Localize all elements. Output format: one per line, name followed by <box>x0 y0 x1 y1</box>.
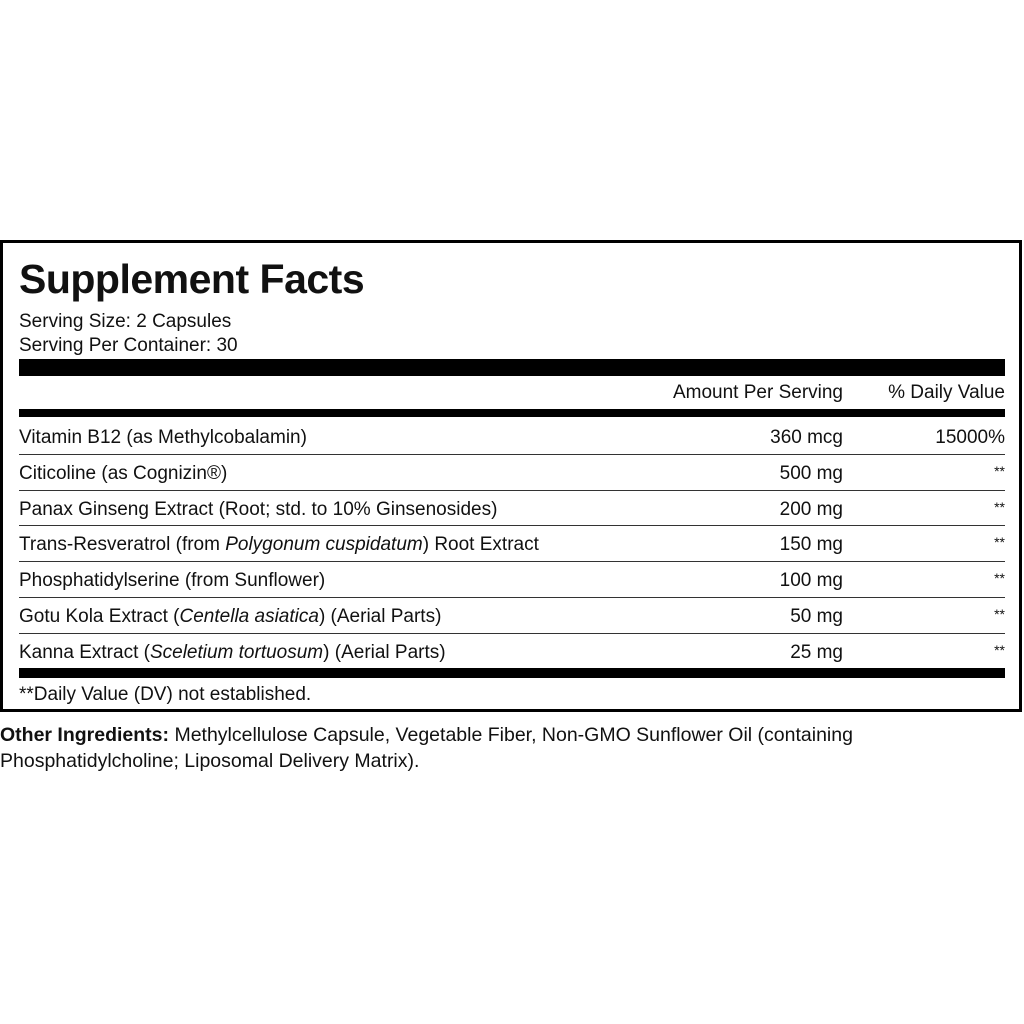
ingredient-amount: 360 mcg <box>770 427 843 448</box>
ingredient-amount: 150 mg <box>779 534 843 556</box>
ingredient-daily-value: ** <box>994 462 1005 479</box>
ingredient-amount: 200 mg <box>779 498 843 520</box>
ingredient-daily-value: ** <box>994 570 1005 587</box>
divider-thick-top <box>19 359 1005 376</box>
ingredient-row <box>19 598 1005 634</box>
ingredient-row <box>19 526 1005 562</box>
ingredient-amount: 100 mg <box>779 570 843 592</box>
ingredient-daily-value: ** <box>994 605 1005 622</box>
other-ingredients-label: Other Ingredients: <box>0 724 170 746</box>
column-header-daily-value: % Daily Value <box>888 382 1005 403</box>
ingredient-row <box>19 455 1005 491</box>
ingredient-name: Panax Ginseng Extract (Root; std. to 10% Ginsenosides) <box>19 498 498 520</box>
divider-header <box>19 409 1005 417</box>
other-ingredients-text: Methylcellulose Capsule, Vegetable Fiber, Non-GMO Sunflower Oil (containing Phosphatidylcholine; Liposomal Delivery Matrix). <box>0 724 853 772</box>
panel-title: Supplement Facts <box>19 256 365 302</box>
ingredient-row <box>19 491 1005 527</box>
other-ingredients <box>0 722 1024 774</box>
ingredient-daily-value: ** <box>994 534 1005 551</box>
ingredient-name: Trans-Resveratrol (from Polygonum cuspidatum) Root Extract <box>19 534 539 556</box>
ingredient-row <box>19 562 1005 598</box>
ingredient-row <box>19 419 1005 455</box>
ingredient-daily-value: 15000% <box>935 427 1005 448</box>
serving-size: Serving Size: 2 Capsules <box>19 311 232 332</box>
serving-per-container: Serving Per Container: 30 <box>19 335 238 356</box>
supplement-facts-panel <box>0 240 1022 712</box>
ingredient-amount: 50 mg <box>790 605 843 627</box>
ingredient-amount: 25 mg <box>790 641 843 663</box>
column-header-amount: Amount Per Serving <box>672 382 843 403</box>
ingredient-name: Citicoline (as Cognizin®) <box>19 462 228 484</box>
ingredient-name: Phosphatidylserine (from Sunflower) <box>19 570 326 592</box>
ingredient-name: Vitamin B12 (as Methylcobalamin) <box>19 427 307 448</box>
ingredient-daily-value: ** <box>994 641 1005 658</box>
ingredient-amount: 500 mg <box>779 462 843 484</box>
ingredient-name: Gotu Kola Extract (Centella asiatica) (Aerial Parts) <box>19 605 442 627</box>
ingredient-daily-value: ** <box>994 498 1005 515</box>
ingredient-name: Kanna Extract (Sceletium tortuosum) (Aerial Parts) <box>19 641 446 663</box>
divider-thick-bottom <box>19 668 1005 678</box>
ingredient-row <box>19 634 1005 670</box>
ingredient-list <box>19 419 1005 670</box>
daily-value-footnote: **Daily Value (DV) not established. <box>19 684 312 705</box>
